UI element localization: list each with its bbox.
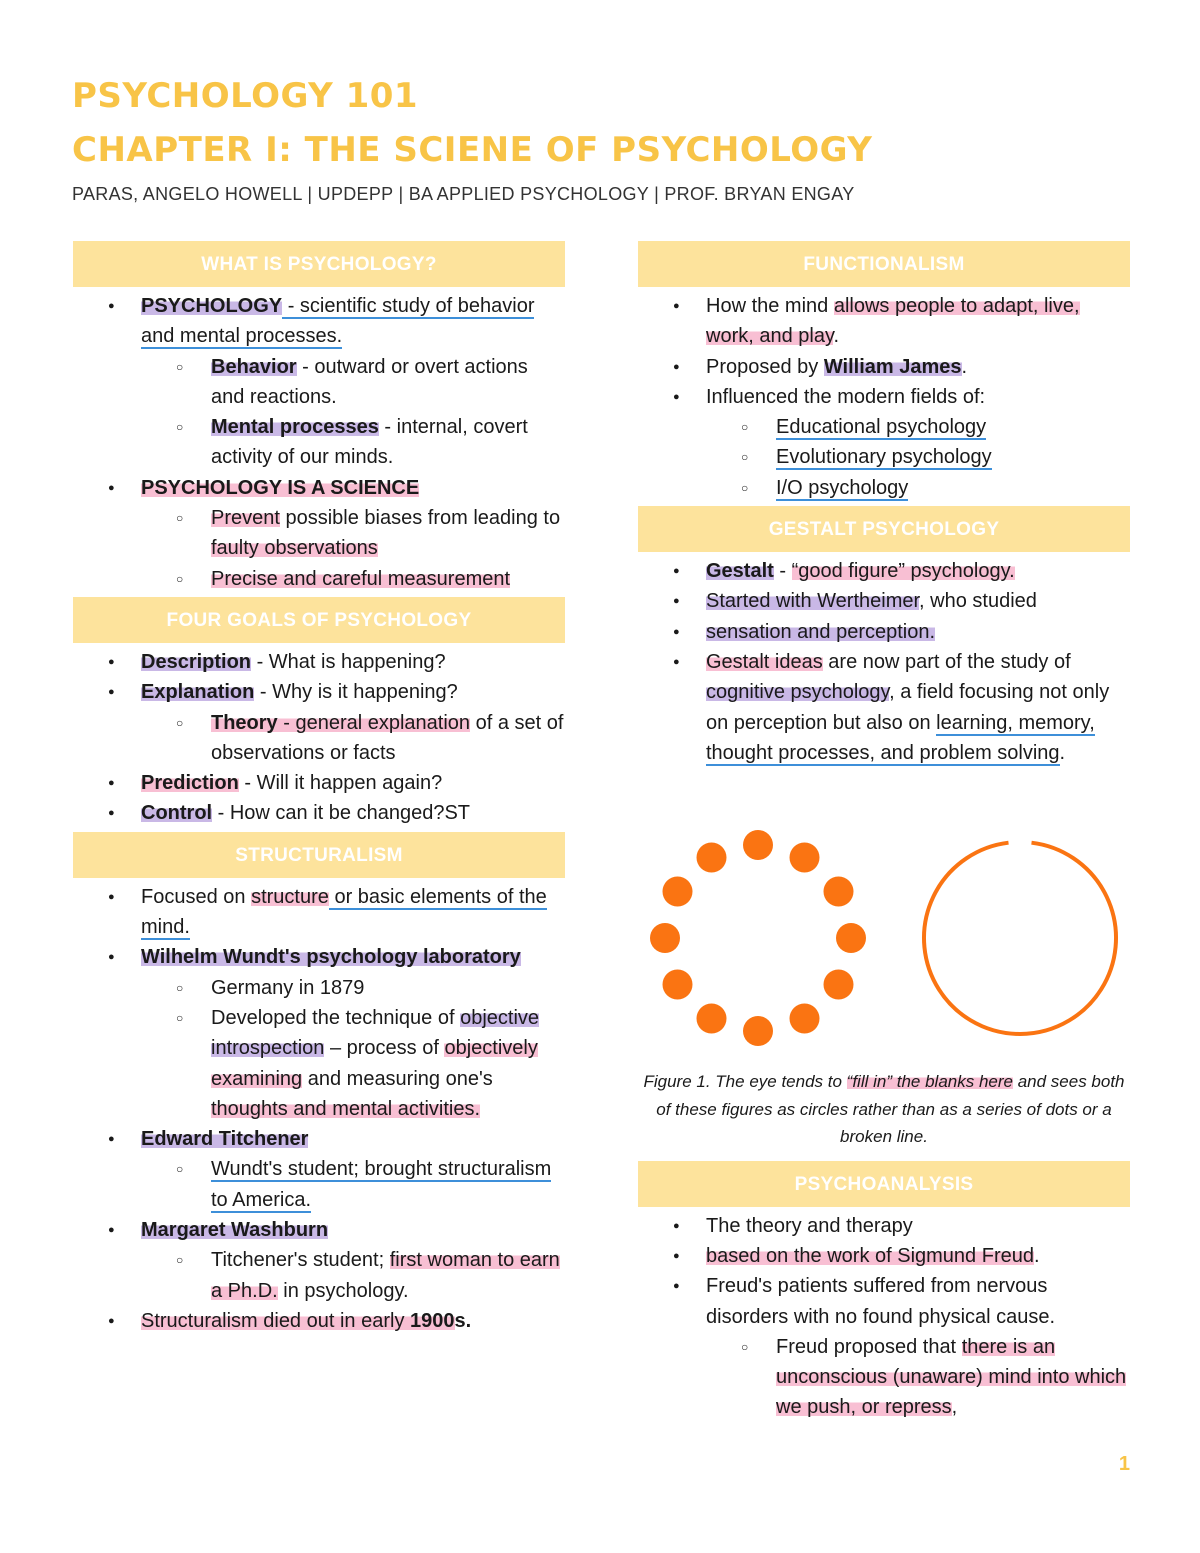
list-item	[638, 291, 1130, 352]
text: Wundt's student; brought structuralism to America.	[211, 1158, 552, 1211]
list-item	[73, 564, 565, 594]
goals-list	[73, 647, 565, 829]
text: Focused on	[141, 885, 252, 908]
structuralism-list	[73, 882, 565, 1336]
text-highlight: cognitive psychology	[706, 681, 890, 704]
caption-label: Figure 1.	[643, 1072, 711, 1092]
text: The theory and therapy	[706, 1214, 913, 1237]
section-header-gestalt: GESTALT PSYCHOLOGY	[638, 506, 1130, 552]
document-title: PSYCHOLOGY 101	[72, 76, 419, 116]
list-item	[73, 1306, 565, 1336]
figure-circles	[638, 808, 1130, 1068]
figure-dot	[663, 970, 693, 1000]
text: s.	[454, 1309, 472, 1332]
definition: - scientific study of behavior and mental processes.	[141, 295, 535, 348]
term-control: Control	[141, 802, 213, 825]
dotted-circle	[650, 830, 866, 1046]
text-highlight: structure	[251, 885, 329, 908]
list-item	[73, 1245, 565, 1306]
field-item: Evolutionary psychology	[776, 446, 992, 469]
section-header-structuralism: STRUCTURALISM	[73, 832, 565, 878]
term-science: PSYCHOLOGY IS A SCIENCE	[141, 476, 420, 499]
field-item: I/O psychology	[776, 476, 909, 499]
list-item	[73, 1003, 565, 1124]
section-header-functionalism: FUNCTIONALISM	[638, 241, 1130, 287]
text: Freud proposed that	[776, 1335, 962, 1358]
section-header-what-is-psychology: WHAT IS PSYCHOLOGY?	[73, 241, 565, 287]
list-item	[73, 503, 565, 564]
list-item	[73, 708, 565, 769]
list-item	[73, 1124, 565, 1154]
text-highlight: Precise and careful measurement	[211, 567, 511, 590]
term-washburn: Margaret Washburn	[141, 1219, 329, 1242]
text: Germany in 1879	[211, 976, 365, 999]
text: in psychology.	[277, 1279, 409, 1302]
text: , who studied	[919, 590, 1037, 613]
term-prediction: Prediction	[141, 772, 239, 795]
list-item	[73, 973, 565, 1003]
definition: - outward or overt actions and reactions.	[211, 355, 528, 408]
figure-dot	[663, 877, 693, 907]
text: -	[773, 560, 792, 583]
list-item	[73, 798, 565, 828]
list-item	[638, 382, 1130, 412]
text: .	[833, 325, 840, 348]
figure-dot	[697, 843, 727, 873]
text-highlight: first woman to earn a Ph.D.	[211, 1249, 560, 1302]
text-highlight: objectively examining	[211, 1037, 538, 1090]
list-item	[73, 412, 565, 473]
broken-circle	[924, 843, 1116, 1034]
list-item	[638, 352, 1130, 382]
list-item	[73, 882, 565, 943]
text-highlight: - general explanation	[277, 711, 471, 734]
text-highlight: Gestalt ideas	[706, 650, 823, 673]
text-highlight: Started with Wertheimer	[706, 590, 920, 613]
text: The eye tends to	[710, 1072, 847, 1092]
text: ,	[951, 1396, 958, 1419]
section-header-four-goals: FOUR GOALS OF PSYCHOLOGY	[73, 597, 565, 643]
list-item	[638, 617, 1130, 647]
text: .	[1033, 1244, 1040, 1267]
author-line: PARAS, ANGELO HOWELL | UPDEPP | BA APPLIED PSYCHOLOGY | PROF. BRYAN ENGAY	[72, 184, 855, 204]
psychoanalysis-list	[638, 1211, 1130, 1423]
list-item	[73, 352, 565, 413]
figure-dot	[836, 923, 866, 953]
figure-caption	[638, 1068, 1130, 1151]
term-william-james: William James	[823, 355, 962, 378]
figure-dot	[743, 830, 773, 860]
text-highlight: allows people to adapt, live, work, and play	[706, 295, 1080, 348]
text: - How can it be changed?ST	[212, 802, 471, 825]
text-highlight: “good figure” psychology.	[791, 560, 1015, 583]
text-highlight: Structuralism died out in early	[141, 1309, 411, 1332]
list-item	[638, 473, 1130, 503]
term-description: Description	[141, 650, 252, 673]
left-column	[73, 241, 565, 1336]
figure-dot	[790, 1004, 820, 1034]
term-gestalt: Gestalt	[706, 560, 774, 583]
list-item	[638, 1211, 1130, 1241]
text: and measuring one's	[302, 1067, 493, 1090]
term-wundt-laboratory: Wilhelm Wundt's psychology laboratory	[141, 946, 521, 969]
text-highlight: based on the work of Sigmund Freud	[706, 1244, 1034, 1267]
list-item	[638, 1241, 1130, 1271]
text: Influenced the modern fields of:	[706, 385, 986, 408]
functionalism-list	[638, 291, 1130, 503]
gestalt-list	[638, 556, 1130, 768]
text: Freud's patients suffered from nervous disorders with no found physical cause.	[706, 1275, 1056, 1328]
term-titchener: Edward Titchener	[141, 1128, 309, 1151]
definition: - internal, covert activity of our minds.	[211, 416, 528, 469]
what-list	[73, 291, 565, 594]
list-item	[638, 647, 1130, 768]
right-column	[638, 241, 1130, 1423]
list-item	[638, 1271, 1130, 1332]
text: or basic elements of the mind.	[141, 885, 547, 939]
list-item	[73, 768, 565, 798]
text: .	[961, 355, 968, 378]
text: , a field focusing not only on perception but also on	[706, 681, 1110, 734]
text: How the mind	[706, 295, 834, 317]
section-header-psychoanalysis: PSYCHOANALYSIS	[638, 1161, 1130, 1207]
list-item	[638, 412, 1130, 442]
figure-dot	[824, 970, 854, 1000]
list-item	[638, 1332, 1130, 1423]
list-item	[638, 556, 1130, 586]
text: - Will it happen again?	[238, 772, 443, 795]
text: Proposed by	[706, 355, 824, 378]
field-item: Educational psychology	[776, 416, 987, 439]
text: .	[1059, 741, 1066, 764]
chapter-title: CHAPTER I: THE SCIENE OF PSYCHOLOGY	[72, 130, 873, 170]
term-psychology: PSYCHOLOGY	[141, 295, 283, 317]
text-highlight: sensation and perception.	[706, 620, 936, 643]
text: possible biases from leading to	[279, 507, 561, 530]
text: Developed the technique of	[211, 1006, 461, 1029]
list-item	[73, 1154, 565, 1215]
page-number: 1	[1118, 1453, 1130, 1475]
text-highlight: there is an unconscious (unaware) mind into which we push, or repress	[776, 1335, 1127, 1419]
text-highlight: thoughts and mental activities.	[211, 1097, 481, 1120]
text: – process of	[324, 1037, 445, 1060]
text-highlight: faulty observations	[211, 537, 378, 560]
term-theory: Theory	[211, 711, 278, 734]
text-highlight: 1900	[410, 1309, 455, 1332]
text-highlight: objective introspection	[211, 1006, 540, 1060]
figure-graphic	[638, 808, 1130, 1068]
text-highlight: Prevent	[211, 507, 280, 530]
figure-dot	[824, 877, 854, 907]
text-highlight: “fill in” the blanks here	[846, 1072, 1013, 1092]
text: - What is happening?	[251, 650, 446, 673]
list-item	[638, 442, 1130, 472]
list-item	[73, 942, 565, 972]
term-explanation: Explanation	[141, 681, 255, 704]
list-item	[73, 1215, 565, 1245]
text: and sees both of these figures as circles rather than as a series of dots or a broken line.	[656, 1072, 1125, 1147]
text: Titchener's student;	[211, 1249, 390, 1272]
list-item	[73, 291, 565, 352]
figure-dot	[743, 1016, 773, 1046]
text: are now part of the study of	[822, 650, 1071, 673]
term-behavior: Behavior	[211, 355, 297, 378]
list-item	[73, 677, 565, 707]
term-mental-processes: Mental processes	[211, 416, 379, 439]
figure-dot	[650, 923, 680, 953]
text: - Why is it happening?	[254, 681, 458, 704]
text: learning, memory, thought processes, and problem solving	[706, 711, 1095, 764]
figure-dot	[697, 1004, 727, 1034]
list-item	[73, 647, 565, 677]
list-item	[638, 586, 1130, 616]
list-item	[73, 473, 565, 503]
figure-dot	[790, 843, 820, 873]
text: of a set of observations or facts	[211, 711, 564, 764]
